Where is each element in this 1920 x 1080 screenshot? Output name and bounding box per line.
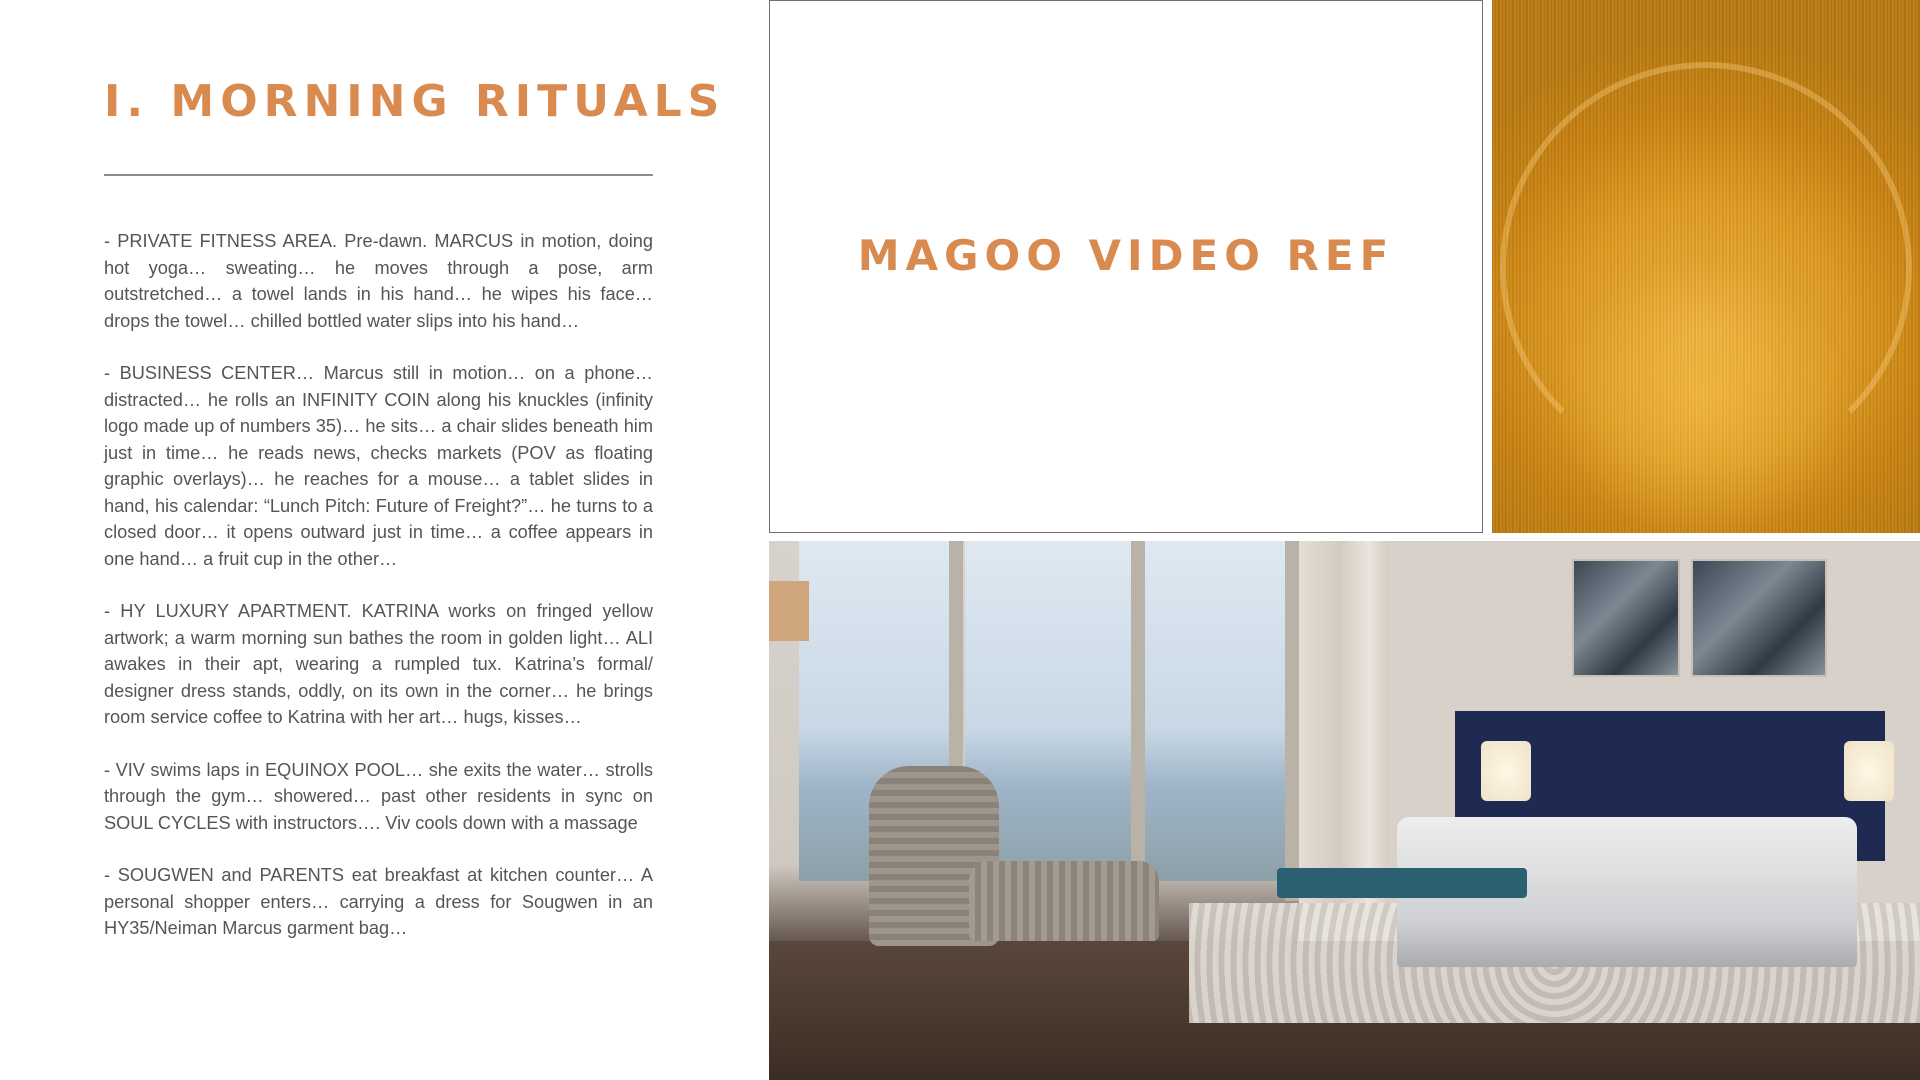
painting [1691, 559, 1827, 677]
paragraph-fitness: - PRIVATE FITNESS AREA. Pre-dawn. MARCUS in motion, doing hot yoga… sweating… he moves through a pose, arm outstretched… a towel lands in his hand… he wipes his face… drops the towel… chilled bottled water slips into his hand… [104, 231, 653, 331]
title-divider [104, 174, 653, 176]
painting [1572, 559, 1680, 677]
bedside-lamp [1844, 741, 1894, 801]
bedside-lamp [1481, 741, 1531, 801]
paragraph-breakfast: - SOUGWEN and PARENTS eat breakfast at kitchen counter… A personal shopper enters… carrying a dress for Sougwen in an HY35/Neiman Marcus garment bag… [104, 865, 653, 938]
bench [1277, 868, 1527, 898]
golden-fringe-artwork-image [1492, 0, 1920, 533]
paragraph-luxury-apartment: - HY LUXURY APARTMENT. KATRINA works on fringed yellow artwork; a warm morning sun bathes the room in golden light… ALI awakes in their apt, wearing a rumpled tux. Katrina’s formal/ designer dress stands, oddly, on its own in the corner… he brings room service coffee to Katrina with her art… hugs, kisses… [104, 601, 653, 727]
video-reference-placeholder[interactable] [769, 0, 1483, 533]
paragraph-business-center: - BUSINESS CENTER… Marcus still in motion… on a phone… distracted… he rolls an INFINITY COIN along his knuckles (infinity logo made up of numbers 35)… he sits… a chair slides beneath him just in time… he reads news, checks markets (POV as floating graphic overlays)… he reaches for a mouse… a tablet slides in hand, his calendar: “Lunch Pitch: Future of Freight?”… he turns to a closed door… it opens outward just in time… a coffee appears in one hand… a fruit cup in the other… [104, 363, 653, 569]
paragraph-pool: - VIV swims laps in EQUINOX POOL… she exits the water… strolls through the gym… showered… past other residents in sync on SOUL CYCLES with instructors…. Viv cools down with a massage [104, 759, 653, 833]
window-frame [1131, 541, 1145, 901]
window-pane [1145, 541, 1285, 881]
floor-lamp [769, 581, 809, 641]
video-reference-label: MAGOO VIDEO REF [857, 231, 1395, 280]
window-frame [1285, 541, 1299, 901]
luxury-bedroom-image [769, 541, 1920, 1080]
ottoman [969, 861, 1159, 941]
scene-description [104, 228, 653, 968]
curtain [1299, 541, 1399, 961]
slide-title: I. MORNING RITUALS [104, 76, 726, 127]
fringe-arc [1500, 62, 1912, 474]
